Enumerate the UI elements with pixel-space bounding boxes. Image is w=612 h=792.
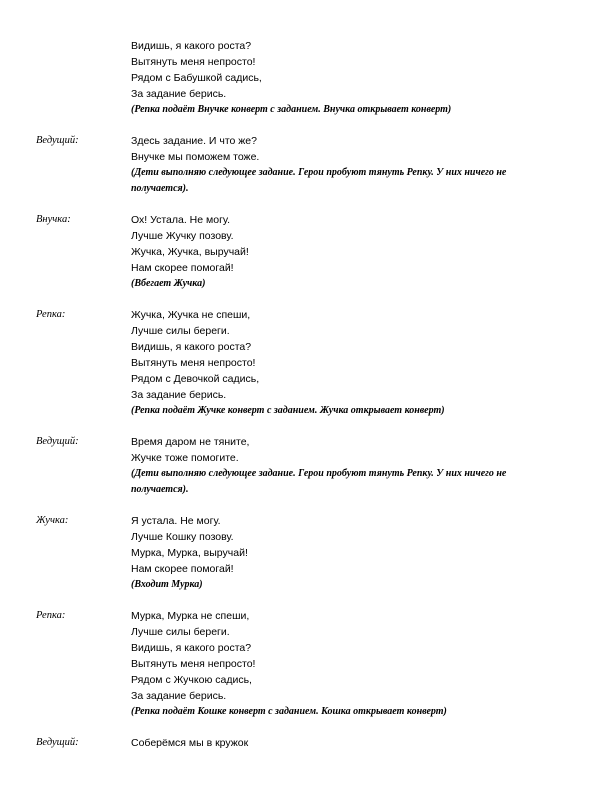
dialogue-lines <box>131 133 531 197</box>
speaker-name: Внучка: <box>36 214 71 225</box>
dialogue-block <box>0 735 612 751</box>
verse-line: Лучше Кошку позову. <box>131 531 234 543</box>
verse-line: Рядом с Девочкой садись, <box>131 373 260 385</box>
stage-direction: (Вбегает Жучка) <box>131 278 206 289</box>
dialogue-block <box>0 212 612 292</box>
speaker-name: Жучка: <box>36 515 69 526</box>
verse-line: Жучка, Жучка не спеши, <box>131 309 251 321</box>
verse-line: Время даром не тяните, <box>131 436 250 448</box>
verse-line: Мурка, Мурка не спеши, <box>131 610 250 622</box>
verse-line: Лучше силы береги. <box>131 626 230 638</box>
verse-line: Лучше Жучку позову. <box>131 230 234 242</box>
verse-line: Лучше силы береги. <box>131 325 230 337</box>
verse-line: Видишь, я какого роста? <box>131 341 252 353</box>
verse-line: Видишь, я какого роста? <box>131 642 252 654</box>
verse-line: Ох! Устала. Не могу. <box>131 214 231 226</box>
speaker-name: Ведущий: <box>36 436 79 447</box>
verse-line: Жучка, Жучка, выручай! <box>131 246 249 258</box>
dialogue-block <box>0 133 612 197</box>
dialogue-lines <box>131 307 531 419</box>
stage-direction: (Репка подаёт Жучке конверт с заданием. Жучка открывает конверт) <box>131 405 445 416</box>
stage-direction: (Репка подаёт Внучке конверт с заданием. Внучка открывает конверт) <box>131 104 452 115</box>
speaker-name: Ведущий: <box>36 135 79 146</box>
verse-line: Соберёмся мы в кружок <box>131 737 249 749</box>
speaker-name: Репка: <box>36 309 66 320</box>
dialogue-lines <box>131 608 531 720</box>
dialogue-lines <box>131 735 531 751</box>
verse-line: Вытянуть меня непросто! <box>131 658 256 670</box>
verse-line: Нам скорее помогай! <box>131 563 234 575</box>
dialogue-lines <box>131 38 531 118</box>
stage-direction: (Входит Мурка) <box>131 579 203 590</box>
speaker-name: Ведущий: <box>36 737 79 748</box>
verse-line: Нам скорее помогай! <box>131 262 234 274</box>
stage-direction: (Дети выполняю следующее задание. Герои пробуют тянуть Репку. У них ничего не получается). <box>131 468 507 495</box>
dialogue-block <box>0 434 612 498</box>
script-page <box>0 38 612 766</box>
verse-line: Я устала. Не могу. <box>131 515 221 527</box>
verse-line: Рядом с Бабушкой садись, <box>131 72 262 84</box>
dialogue-block <box>0 608 612 720</box>
dialogue-block <box>0 513 612 593</box>
stage-direction: (Репка подаёт Кошке конверт с заданием. Кошка открывает конверт) <box>131 706 447 717</box>
dialogue-lines <box>131 513 531 593</box>
verse-line: Вытянуть меня непросто! <box>131 357 256 369</box>
verse-line: Мурка, Мурка, выручай! <box>131 547 248 559</box>
dialogue-lines <box>131 434 531 498</box>
verse-line: Рядом с Жучкою садись, <box>131 674 252 686</box>
verse-line: За задание берись. <box>131 690 227 702</box>
verse-line: Вытянуть меня непросто! <box>131 56 256 68</box>
verse-line: Видишь, я какого роста? <box>131 40 252 52</box>
dialogue-block <box>0 38 612 118</box>
verse-line: За задание берись. <box>131 88 227 100</box>
dialogue-lines <box>131 212 531 292</box>
verse-line: Внучке мы поможем тоже. <box>131 151 260 163</box>
stage-direction: (Дети выполняю следующее задание. Герои пробуют тянуть Репку. У них ничего не получается). <box>131 167 507 194</box>
verse-line: Жучке тоже помогите. <box>131 452 239 464</box>
verse-line: За задание берись. <box>131 389 227 401</box>
speaker-name: Репка: <box>36 610 66 621</box>
dialogue-block <box>0 307 612 419</box>
verse-line: Здесь задание. И что же? <box>131 135 257 147</box>
